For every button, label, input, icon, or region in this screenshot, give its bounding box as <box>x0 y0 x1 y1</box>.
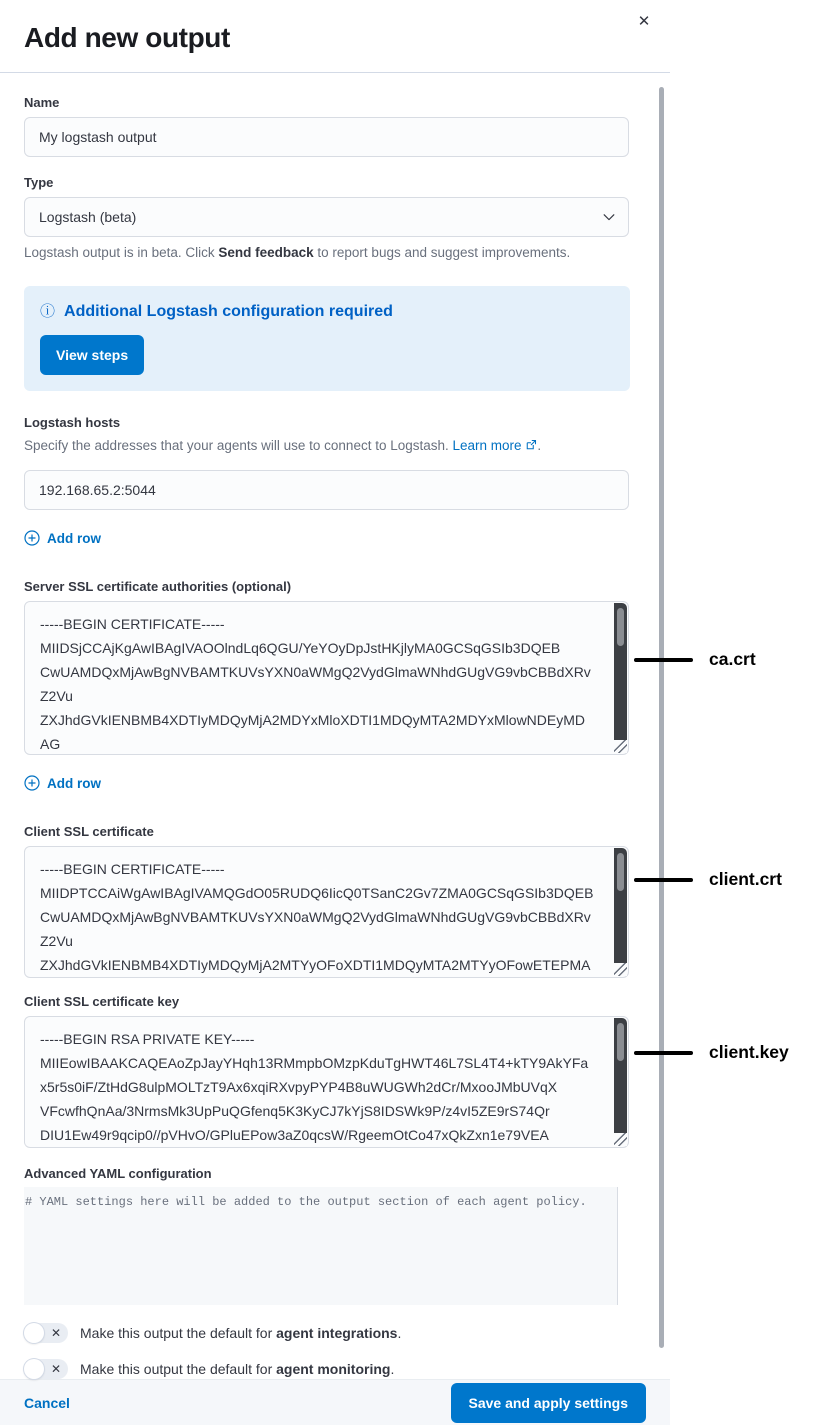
plus-in-circle-icon <box>24 775 40 791</box>
default-integrations-toggle-row <box>24 1323 646 1343</box>
send-feedback-text: Send feedback <box>218 245 314 260</box>
flyout-scrollbar[interactable] <box>659 87 664 1348</box>
annotation-line <box>634 1051 693 1055</box>
toggle-knob <box>24 1359 44 1379</box>
default-monitoring-label <box>80 1361 394 1377</box>
callout-title: Additional Logstash configuration required <box>64 303 393 320</box>
client-key-annotation <box>634 1042 789 1063</box>
ca-textarea-container <box>24 601 629 755</box>
view-steps-button[interactable]: View steps <box>40 335 144 375</box>
client-cert-resize-handle[interactable] <box>614 963 627 976</box>
client-key-label: Client SSL certificate key <box>24 994 180 1009</box>
client-crt-annotation <box>634 869 782 890</box>
yaml-label: Advanced YAML configuration <box>24 1166 212 1181</box>
toggle-label-prefix: Make this output the default for <box>80 1325 277 1341</box>
ca-scrollbar[interactable] <box>614 603 627 753</box>
ca-crt-annotation-label: ca.crt <box>709 649 756 669</box>
ca-label: Server SSL certificate authorities (optional) <box>24 579 292 594</box>
toggle-label-suffix: . <box>390 1361 395 1377</box>
add-row-label: Add row <box>47 775 101 791</box>
default-integrations-toggle[interactable] <box>24 1323 68 1343</box>
default-monitoring-toggle[interactable] <box>24 1359 68 1379</box>
client-cert-textarea[interactable] <box>25 847 628 977</box>
logstash-config-callout <box>24 286 630 391</box>
default-monitoring-toggle-row <box>24 1359 646 1379</box>
toggle-label-suffix: . <box>397 1325 402 1341</box>
info-icon: ⓘ <box>40 303 56 320</box>
type-select-value: Logstash (beta) <box>39 209 137 225</box>
name-label: Name <box>24 95 60 110</box>
client-key-textarea[interactable] <box>25 1017 628 1147</box>
add-row-label: Add row <box>47 530 101 546</box>
toggle-off-x-icon: ✕ <box>50 1362 61 1376</box>
external-link-icon <box>525 437 537 456</box>
client-key-scrollbar[interactable] <box>614 1018 627 1146</box>
type-help-text <box>24 244 646 262</box>
cancel-button[interactable]: Cancel <box>24 1394 70 1411</box>
type-help-suffix: to report bugs and suggest improvements. <box>313 245 571 260</box>
toggle-knob <box>24 1323 44 1343</box>
add-ca-row-button[interactable] <box>24 775 101 791</box>
flyout-body <box>0 73 670 1379</box>
type-select[interactable] <box>24 197 629 237</box>
yaml-editor-gutter <box>617 1187 630 1305</box>
hosts-description-period: . <box>537 438 542 453</box>
annotation-line <box>634 878 693 882</box>
hosts-label: Logstash hosts <box>24 415 121 430</box>
name-input[interactable] <box>24 117 629 157</box>
plus-in-circle-icon <box>24 530 40 546</box>
ca-textarea[interactable] <box>25 602 628 754</box>
toggle-label-bold: agent monitoring <box>276 1361 391 1377</box>
toggle-label-prefix: Make this output the default for <box>80 1361 277 1377</box>
client-key-textarea-container <box>24 1016 629 1148</box>
yaml-placeholder: # YAML settings here will be added to the output section of each agent policy. <box>25 1195 587 1209</box>
chevron-down-icon <box>602 210 616 229</box>
hosts-description <box>24 436 646 456</box>
yaml-code-editor[interactable] <box>24 1187 630 1305</box>
save-and-apply-button[interactable]: Save and apply settings <box>451 1383 647 1423</box>
logstash-host-input[interactable] <box>24 470 629 510</box>
client-cert-label: Client SSL certificate <box>24 824 154 839</box>
client-key-annotation-label: client.key <box>709 1042 789 1062</box>
close-icon[interactable]: ✕ <box>632 10 656 34</box>
page-title: Add new output <box>24 22 230 53</box>
client-crt-annotation-label: client.crt <box>709 869 782 889</box>
flyout-header <box>0 0 670 73</box>
ca-crt-annotation <box>634 649 756 670</box>
type-label: Type <box>24 175 54 190</box>
add-host-row-button[interactable] <box>24 530 101 546</box>
ca-resize-handle[interactable] <box>614 740 627 753</box>
client-cert-textarea-container <box>24 846 629 978</box>
client-key-resize-handle[interactable] <box>614 1133 627 1146</box>
flyout-footer <box>0 1379 670 1425</box>
default-integrations-label <box>80 1325 401 1341</box>
learn-more-link[interactable]: Learn more <box>452 438 522 453</box>
type-help-prefix: Logstash output is in beta. Click <box>24 245 219 260</box>
hosts-description-text: Specify the addresses that your agents will use to connect to Logstash. <box>24 438 453 453</box>
annotation-line <box>634 658 693 662</box>
toggle-label-bold: agent integrations <box>276 1325 398 1341</box>
client-cert-scrollbar[interactable] <box>614 848 627 976</box>
toggle-off-x-icon: ✕ <box>50 1326 61 1340</box>
